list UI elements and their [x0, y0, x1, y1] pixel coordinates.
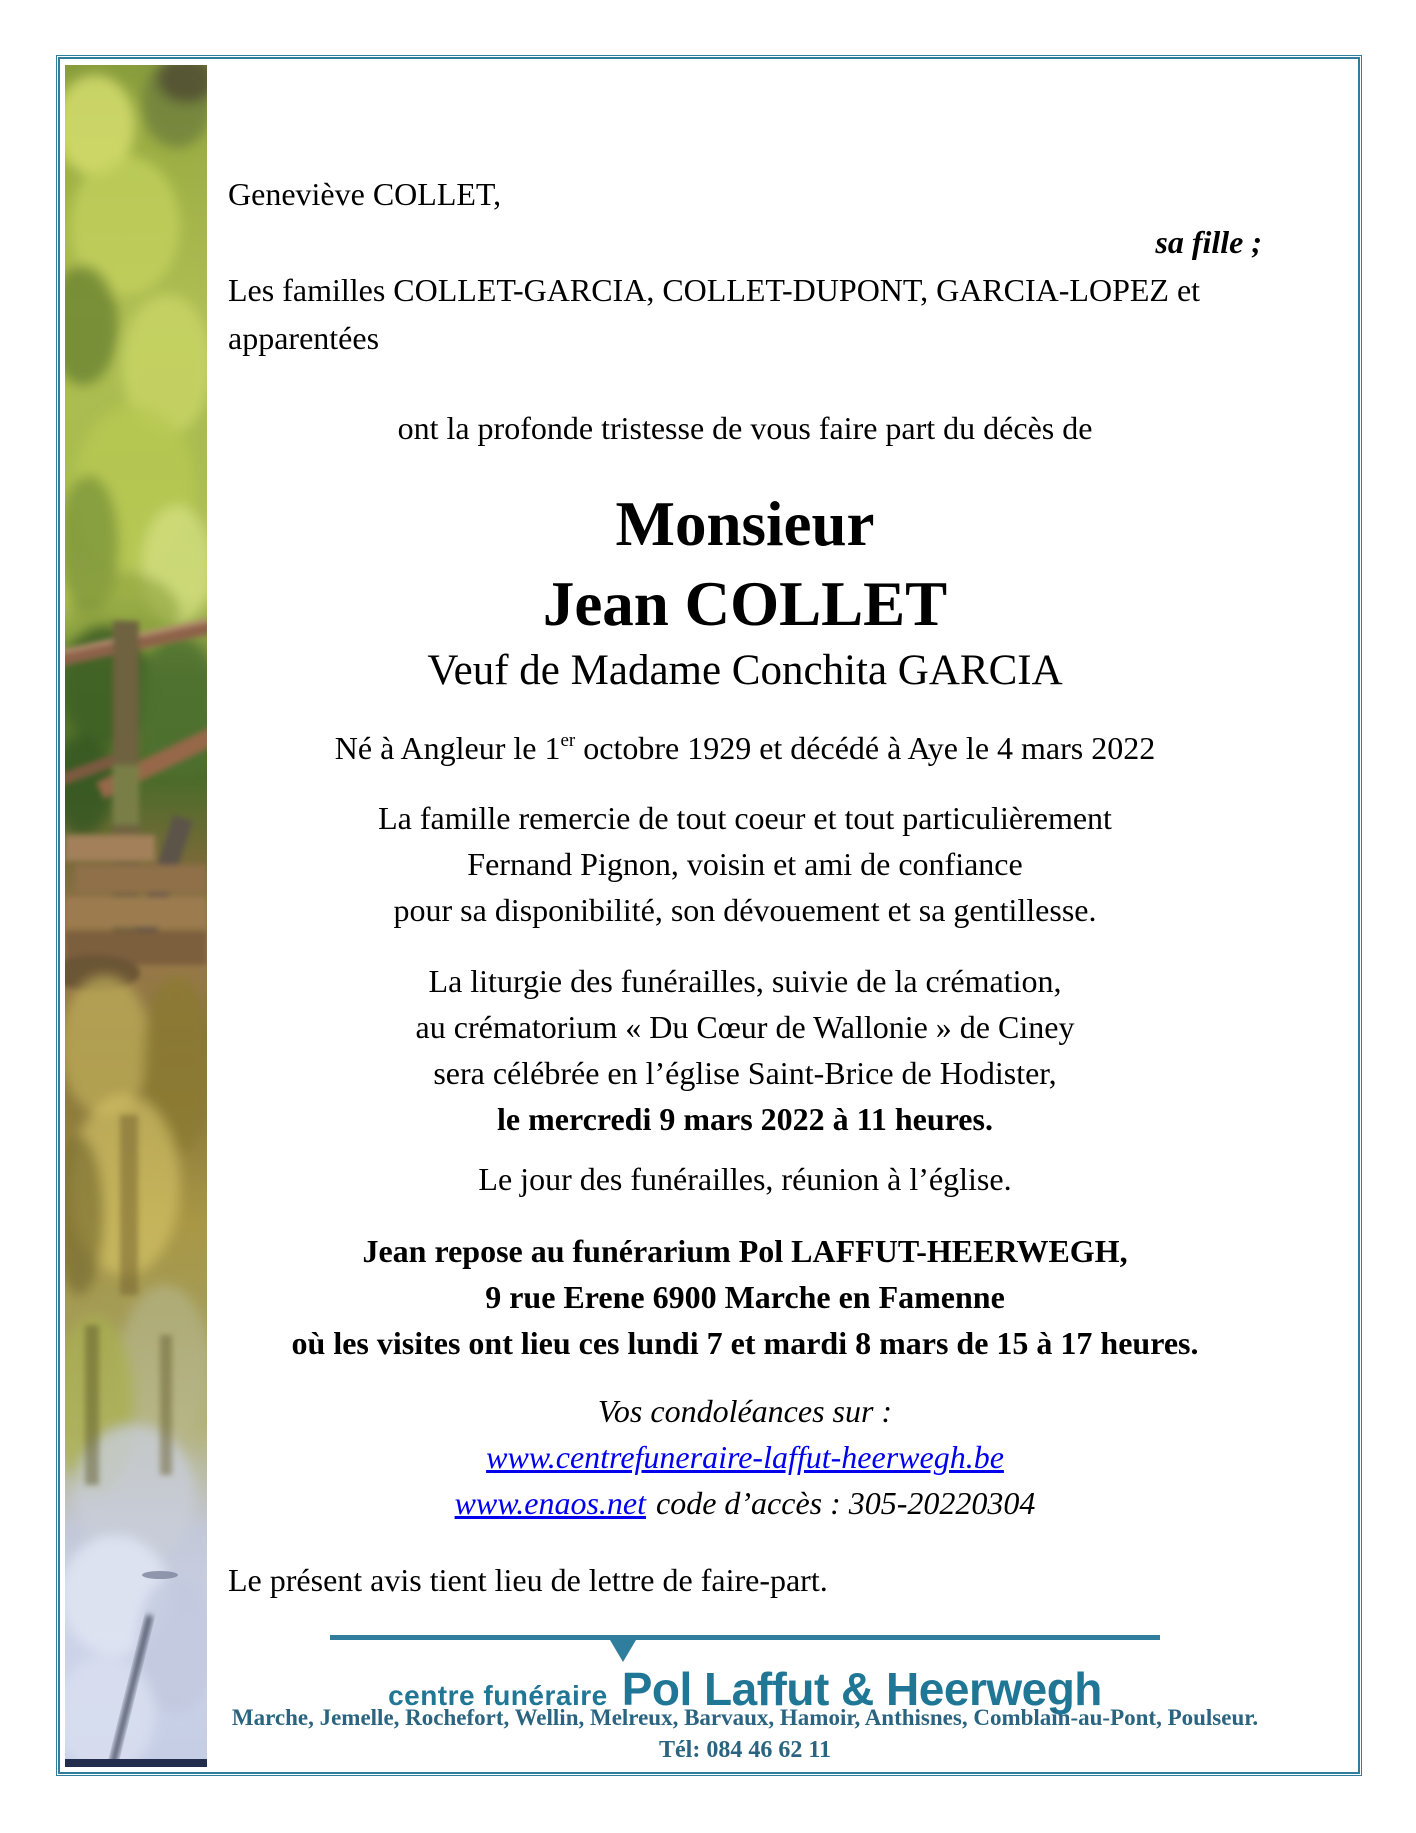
intro-families-line: Les familles COLLET-GARCIA, COLLET-DUPONT, GARCIA-LOPEZ et [228, 272, 1201, 308]
intro-relation: sa fille ; [1155, 224, 1262, 260]
thanks-line: La famille remercie de tout coeur et tout particulièrement [378, 800, 1112, 836]
deceased-name: Jean COLLET [542, 569, 948, 639]
ceremony-datetime: le mercredi 9 mars 2022 à 11 heures. [497, 1101, 993, 1137]
deceased-title-block [228, 484, 1262, 644]
funerarium-block [228, 1228, 1262, 1366]
life-dates-suffix: octobre 1929 et décédé à Aye le 4 mars 2022 [575, 730, 1156, 766]
ceremony-line: au crématorium « Du Cœur de Wallonie » de Ciney [415, 1009, 1075, 1045]
intro-families-line2: apparentées [228, 320, 380, 356]
life-dates-line [228, 724, 1262, 778]
brand-prefix: centre funéraire [388, 1680, 608, 1711]
ceremony-line: La liturgie des funérailles, suivie de la crémation, [428, 963, 1062, 999]
footer-divider-rule [330, 1635, 1160, 1640]
ordinal-superscript: er [560, 730, 576, 751]
condolences-intro: Vos condoléances sur : [597, 1393, 893, 1429]
condolences-block [228, 1388, 1262, 1526]
thanks-line: pour sa disponibilité, son dévouement et sa gentillesse. [393, 892, 1097, 928]
thanks-block [228, 795, 1262, 933]
locations-list: Marche, Jemelle, Rochefort, Wellin, Melreux, Barvaux, Hamoir, Anthisnes, Comblain-au-Pont, Poulseur. [231, 1705, 1259, 1730]
bridge-stream-photo [65, 65, 207, 1767]
thanks-line: Fernand Pignon, voisin et ami de confiance [467, 846, 1023, 882]
funerarium-address: 9 rue Erene 6900 Marche en Famenne [485, 1279, 1005, 1315]
intro-daughter-name: Geneviève COLLET, [228, 176, 502, 212]
funerarium-line: Jean repose au funérarium Pol LAFFUT-HEERWEGH, [362, 1233, 1128, 1269]
brand-name: Pol Laffut & Heerwegh [621, 1663, 1102, 1715]
deceased-subtitle: Veuf de Madame Conchita GARCIA [427, 647, 1063, 694]
funeral-home-website-link[interactable]: www.centrefuneraire-laffut-heerwegh.be [486, 1439, 1004, 1475]
deceased-civility: Monsieur [615, 489, 875, 559]
ceremony-line: sera célébrée en l’église Saint-Brice de Hodister, [433, 1055, 1057, 1091]
funerarium-visits: où les visites ont lieu ces lundi 7 et mardi 8 mars de 15 à 17 heures. [291, 1325, 1199, 1361]
closing-line: Le présent avis tient lieu de lettre de faire-part. [228, 1562, 828, 1598]
down-triangle-icon [610, 1640, 636, 1662]
access-code: code d’accès : 305-20220304 [655, 1485, 1036, 1521]
opening-sentence: ont la profonde tristesse de vous faire part du décès de [397, 410, 1093, 446]
meeting-line: Le jour des funérailles, réunion à l’église. [478, 1161, 1012, 1197]
intro-block [228, 170, 1262, 362]
phone-number: Tél: 084 46 62 11 [659, 1737, 831, 1763]
life-dates-prefix: Né à Angleur le 1 [334, 730, 561, 766]
enaos-website-link[interactable]: www.enaos.net [454, 1485, 646, 1521]
ceremony-block [228, 958, 1262, 1142]
